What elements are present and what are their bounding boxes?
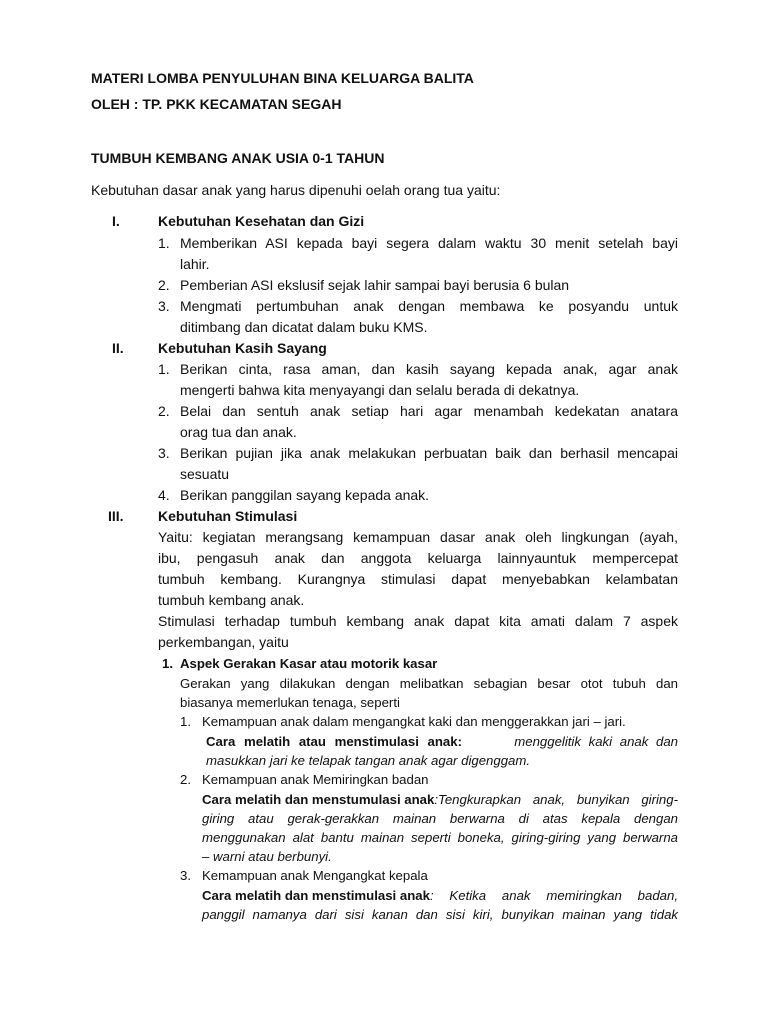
stimulation-text: panggil namanya dari sisi kanan dan sisi kiri, bunyikan mainan yang tidak <box>202 907 678 922</box>
list-item-number: 1. <box>158 361 170 377</box>
paragraph-line: tumbuh kembang. Kurangnya stimulasi dapat menyebabkan kelambatan <box>158 571 678 587</box>
list-item-number: 2. <box>158 277 170 293</box>
aspect-desc-line: biasanya memerlukan tenaga, seperti <box>180 695 400 710</box>
list-item-text: orag tua dan anak. <box>180 424 297 440</box>
stimulation-text: menggelitik kaki anak dan <box>514 734 678 749</box>
paragraph-line: ibu, pengasuh anak dan anggota keluarga lainnyauntuk mempercepat <box>158 550 678 566</box>
stimulation-label: Cara melatih dan menstimulasi anak <box>202 888 430 903</box>
list-item-text: Berikan pujian jika anak melakukan perbuatan baik dan berhasil mencapai <box>180 445 678 461</box>
list-item-text: Memberikan ASI kepada bayi segera dalam waktu 30 menit setelah bayi <box>180 235 678 251</box>
paragraph-line: perkembangan, yaitu <box>158 634 289 650</box>
section-1-numeral: I. <box>112 213 120 229</box>
stimulation-text: giring atau gerak-gerakkan mainan berwarna di atas kepala dengan <box>202 811 678 826</box>
paragraph-line: Stimulasi terhadap tumbuh kembang anak dapat kita amati dalam 7 aspek <box>158 613 678 629</box>
section-2-heading: Kebutuhan Kasih Sayang <box>158 340 327 356</box>
list-item-number: 2. <box>158 403 170 419</box>
list-item-number: 3. <box>158 298 170 314</box>
stimulation-text: masukkan jari ke telapak tangan anak agar digenggam. <box>206 753 531 768</box>
list-item-text: Berikan panggilan sayang kepada anak. <box>180 487 430 503</box>
section-2-numeral: II. <box>112 340 124 356</box>
aspect-heading: Aspek Gerakan Kasar atau motorik kasar <box>180 656 438 671</box>
list-item-text: sesuatu <box>180 466 230 482</box>
list-item-text: ditimbang dan dicatat dalam buku KMS. <box>180 319 428 335</box>
stimulation-text: menggunakan alat bantu mainan seperti boneka, giring-giring yang berwarna <box>202 830 678 845</box>
stimulation-line <box>202 888 678 903</box>
stimulation-line <box>202 792 678 807</box>
stimulation-label: Cara melatih dan menstumulasi anak <box>202 792 435 807</box>
sub-item-text: Kemampuan anak Memiringkan badan <box>202 772 429 787</box>
list-item-text: mengerti bahwa kita menyayangi dan selalu berada di dekatnya. <box>180 382 580 398</box>
stimulation-text: : Ketika anak memiringkan badan, <box>429 888 678 903</box>
section-3-heading: Kebutuhan Stimulasi <box>158 508 298 524</box>
stimulation-line <box>206 734 678 749</box>
list-item-text: lahir. <box>180 256 210 272</box>
sub-item-text: Kemampuan anak Mengangkat kepala <box>202 868 428 883</box>
list-item-number: 4. <box>158 487 170 503</box>
list-item-number: 1. <box>158 235 170 251</box>
stimulation-label: Cara melatih atau menstimulasi anak: <box>206 734 462 749</box>
aspect-number: 1. <box>162 656 173 671</box>
list-item-text: Belai dan sentuh anak setiap hari agar menambah kedekatan anatara <box>180 403 678 419</box>
list-item-text: Berikan cinta, rasa aman, dan kasih sayang kepada anak, agar anak <box>180 361 678 377</box>
aspect-desc-line: Gerakan yang dilakukan dengan melibatkan sebagian besar otot tubuh dan <box>180 676 678 691</box>
header-line-2: OLEH : TP. PKK KECAMATAN SEGAH <box>91 96 342 112</box>
sub-item-number: 1. <box>180 714 191 729</box>
list-item-text: Mengmati pertumbuhan anak dengan membawa ke posyandu untuk <box>180 298 678 314</box>
section-3-numeral: III. <box>108 508 124 524</box>
paragraph-line: Yaitu: kegiatan merangsang kemampuan dasar anak oleh lingkungan (ayah, <box>158 529 678 545</box>
list-item-number: 3. <box>158 445 170 461</box>
list-item-text: Pemberian ASI ekslusif sejak lahir sampai bayi berusia 6 bulan <box>180 277 570 293</box>
document-title: TUMBUH KEMBANG ANAK USIA 0-1 TAHUN <box>91 150 385 166</box>
stimulation-text: :Tengkurapkan anak, bunyikan giring- <box>434 792 678 807</box>
sub-item-number: 3. <box>180 868 191 883</box>
stimulation-text: – warni atau berbunyi. <box>202 849 332 864</box>
sub-item-text: Kemampuan anak dalam mengangkat kaki dan menggerakkan jari – jari. <box>202 714 626 729</box>
paragraph-line: tumbuh kembang anak. <box>158 592 305 608</box>
sub-item-number: 2. <box>180 772 191 787</box>
section-1-heading: Kebutuhan Kesehatan dan Gizi <box>158 213 365 229</box>
intro-text: Kebutuhan dasar anak yang harus dipenuhi oelah orang tua yaitu: <box>91 182 501 198</box>
header-line-1: MATERI LOMBA PENYULUHAN BINA KELUARGA BALITA <box>91 70 474 86</box>
